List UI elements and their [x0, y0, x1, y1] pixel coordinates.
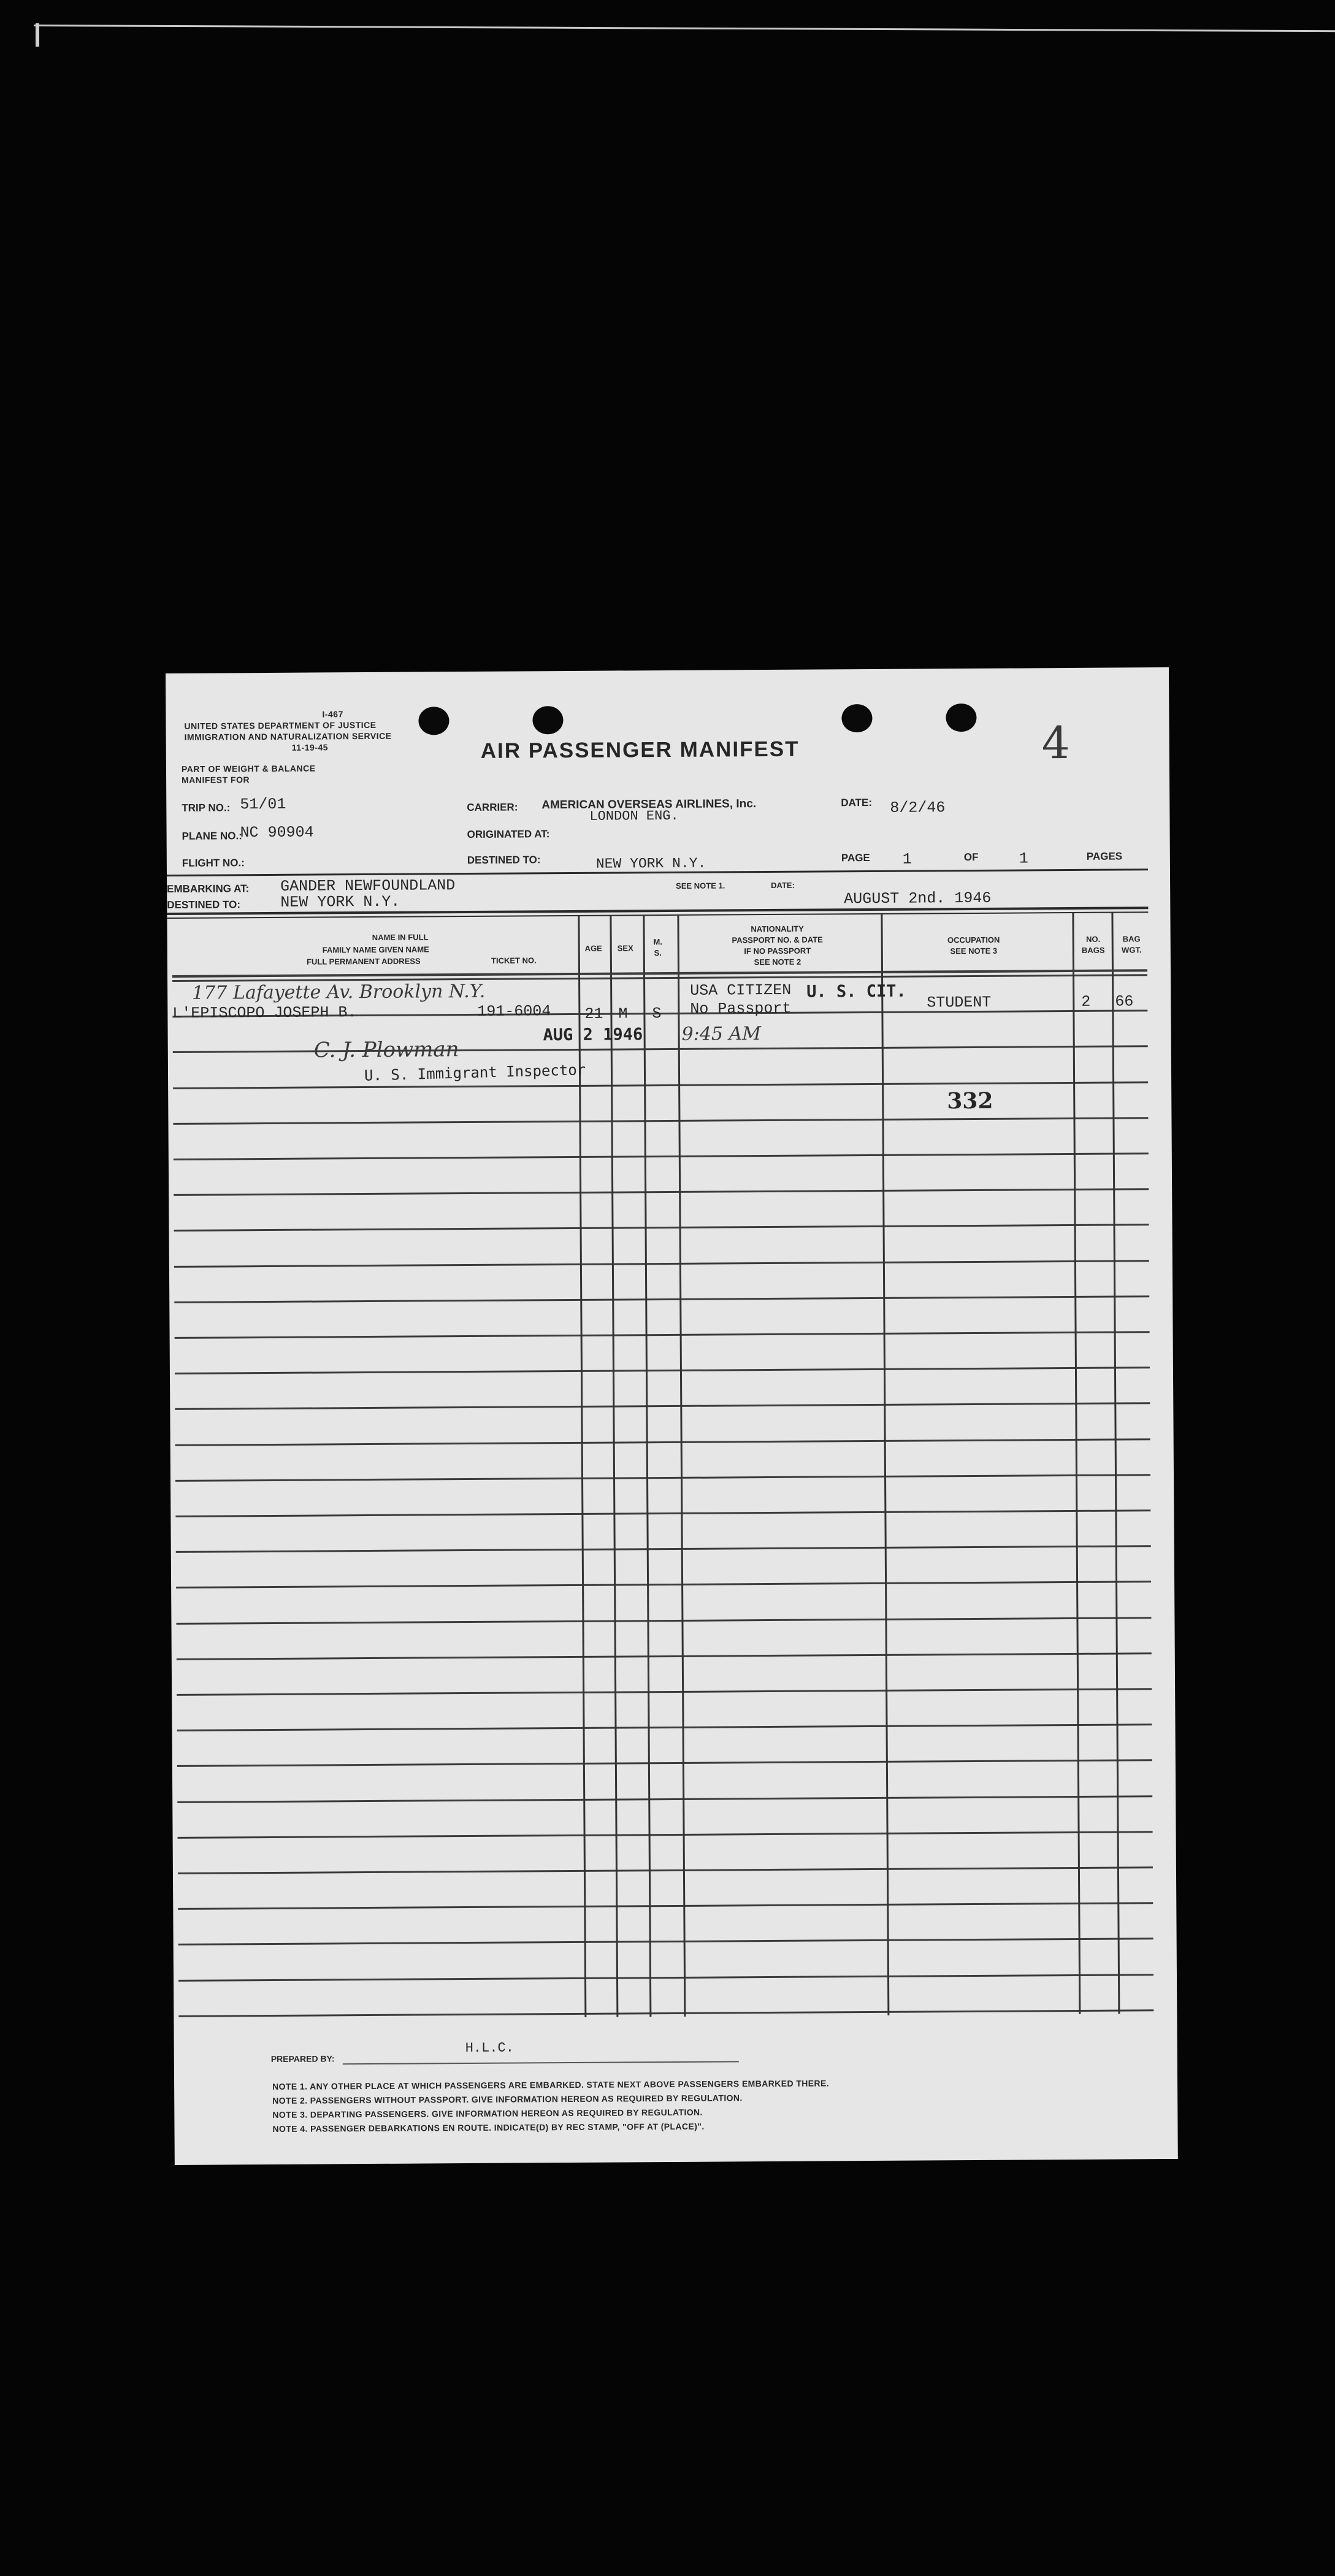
destined2-label: DESTINED TO: — [167, 899, 241, 911]
table-row-line — [174, 1224, 1149, 1232]
number-stamp: 332 — [947, 1087, 993, 1114]
table-row-line — [178, 1974, 1153, 1982]
page-title: AIR PASSENGER MANIFEST — [480, 737, 800, 763]
table-row-line — [175, 1509, 1150, 1517]
col-bagwt-2: WGT. — [1121, 945, 1142, 955]
destined-label: DESTINED TO: — [467, 854, 541, 867]
table-row-line — [176, 1545, 1151, 1553]
citizen-stamp: U. S. CIT. — [806, 981, 906, 1002]
table-column-line — [610, 916, 618, 2017]
embarking-value: GANDER NEWFOUNDLAND — [280, 876, 456, 895]
punch-hole — [841, 704, 872, 732]
table-row-line — [178, 2009, 1153, 2017]
date-stamp: AUG 2 1946 — [543, 1025, 643, 1045]
destined-value: NEW YORK N.Y. — [595, 855, 706, 872]
col-occupation-1: OCCUPATION — [947, 935, 1000, 945]
passenger-table-grid — [166, 667, 1169, 673]
table-row-line — [177, 1652, 1152, 1660]
of-label: OF — [963, 851, 979, 864]
col-sex: SEX — [617, 943, 633, 953]
col-bagwt-1: BAG — [1122, 934, 1141, 944]
table-row-line — [175, 1331, 1150, 1339]
table-column-line — [578, 916, 586, 2017]
time-handwritten: 9:45 AM — [681, 1023, 762, 1045]
inspector-title: U. S. Immigrant Inspector — [364, 1061, 586, 1084]
prepared-value: H.L.C. — [465, 2040, 514, 2057]
table-column-line — [1111, 913, 1120, 2014]
carrier-value: AMERICAN OVERSEAS AIRLINES, Inc. — [541, 797, 757, 812]
table-row-line — [176, 1617, 1151, 1625]
punch-hole — [532, 706, 563, 734]
table-row-line — [177, 1723, 1152, 1731]
col-name-line3: FULL PERMANENT ADDRESS — [307, 956, 421, 967]
table-column-line — [643, 916, 651, 2017]
note-1: NOTE 1. ANY OTHER PLACE AT WHICH PASSENGERS ARE EMBARKED. STATE NEXT ABOVE PASSENGERS EMBARKED THERE. — [272, 2078, 830, 2091]
form-date: 11-19-45 — [291, 742, 329, 753]
film-edge-mark — [36, 23, 39, 47]
col-nationality-4: SEE NOTE 2 — [754, 957, 801, 967]
part-of-line1: PART OF WEIGHT & BALANCE — [181, 763, 316, 774]
pages-label: PAGES — [1086, 850, 1123, 862]
carrier-label: CARRIER: — [467, 801, 518, 814]
form-number: I-467 — [322, 709, 343, 719]
note-4: NOTE 4. PASSENGER DEBARKATIONS EN ROUTE. INDICATE(D) BY REC STAMP, "OFF AT (PLACE)". — [272, 2121, 705, 2134]
of-value: 1 — [1019, 849, 1028, 868]
table-row-line — [178, 1831, 1153, 1839]
see-note1: SEE NOTE 1. — [676, 881, 725, 891]
table-column-line — [677, 916, 686, 2017]
passenger-sex: M — [618, 1005, 628, 1023]
carrier-city: LONDON ENG. — [589, 808, 679, 824]
table-row-line — [177, 1795, 1152, 1803]
col-bags-2: BAGS — [1081, 945, 1105, 955]
passenger-nationality: USA CITIZEN — [690, 981, 792, 1000]
destined2-value: NEW YORK N.Y. — [280, 892, 400, 911]
table-row-line — [178, 1902, 1153, 1910]
passenger-bag-weight: 66 — [1115, 992, 1134, 1011]
page-value: 1 — [902, 850, 912, 868]
prepared-label: PREPARED BY: — [270, 2053, 335, 2064]
date2-label: DATE: — [771, 880, 795, 890]
passenger-age: 21 — [584, 1005, 603, 1023]
inspector-signature: C. J. Plowman — [313, 1037, 459, 1063]
trip-label: TRIP NO.: — [182, 802, 231, 814]
corner-mark: 4 — [1041, 716, 1070, 769]
table-row-line — [173, 1117, 1148, 1125]
col-name-line2: FAMILY NAME GIVEN NAME — [322, 945, 429, 955]
embarking-label: EMBARKING AT: — [167, 883, 250, 895]
department-name: UNITED STATES DEPARTMENT OF JUSTICE — [184, 719, 377, 731]
table-row-line — [176, 1581, 1151, 1589]
table-row-line — [178, 1866, 1153, 1874]
table-row-line — [177, 1759, 1152, 1767]
col-nationality-3: IF NO PASSPORT — [744, 946, 811, 956]
col-marital-2: S. — [654, 948, 662, 958]
table-row-line — [174, 1188, 1149, 1196]
service-name: IMMIGRATION AND NATURALIZATION SERVICE — [184, 730, 392, 742]
col-bags-1: NO. — [1086, 934, 1101, 944]
col-nationality-2: PASSPORT NO. & DATE — [732, 935, 823, 945]
passenger-ticket: 191-6004 — [477, 1002, 551, 1021]
page-label: PAGE — [841, 851, 870, 864]
originated-label: ORIGINATED AT: — [467, 828, 550, 841]
table-row-line — [174, 1152, 1149, 1160]
date-value: 8/2/46 — [890, 799, 946, 817]
col-occupation-2: SEE NOTE 3 — [950, 946, 998, 956]
table-row-line — [173, 1081, 1148, 1089]
date2-value: AUGUST 2nd. 1946 — [844, 889, 992, 908]
passenger-bags: 2 — [1081, 992, 1091, 1011]
passenger-occupation: STUDENT — [927, 993, 992, 1012]
col-ticket: TICKET NO. — [491, 956, 537, 965]
note-2: NOTE 2. PASSENGERS WITHOUT PASSPORT. GIVE INFORMATION HEREON AS REQUIRED BY REGULATION. — [272, 2093, 743, 2106]
flight-label: FLIGHT NO.: — [182, 857, 245, 869]
table-row-line — [177, 1688, 1152, 1696]
table-row-line — [174, 1295, 1149, 1303]
table-row-line — [174, 1260, 1149, 1268]
plane-value: NC 90904 — [240, 823, 314, 842]
col-marital-1: M. — [653, 937, 662, 947]
table-column-line — [881, 914, 889, 2015]
table-row-line — [175, 1474, 1150, 1482]
note-3: NOTE 3. DEPARTING PASSENGERS. GIVE INFORMATION HEREON AS REQUIRED BY REGULATION. — [272, 2107, 703, 2120]
table-column-line — [1072, 913, 1081, 2014]
col-age: AGE — [584, 943, 602, 953]
plane-label: PLANE NO.: — [182, 830, 242, 842]
punch-hole — [946, 703, 976, 732]
passenger-name: L'EPISCOPO JOSEPH B. — [172, 1003, 357, 1022]
date-label: DATE: — [841, 796, 873, 809]
col-nationality-1: NATIONALITY — [751, 924, 804, 934]
table-row-line — [175, 1438, 1150, 1446]
passenger-passport: No Passport — [690, 999, 792, 1018]
col-name-line1: NAME IN FULL — [372, 932, 429, 942]
manifest-page — [166, 667, 1178, 2165]
prepared-underline — [343, 2061, 739, 2064]
film-edge-line — [34, 25, 1335, 32]
part-of-line2: MANIFEST FOR — [182, 775, 250, 785]
punch-hole — [418, 707, 449, 735]
passenger-marital: S — [652, 1005, 662, 1023]
passenger-address: 177 Lafayette Av. Brooklyn N.Y. — [192, 980, 486, 1004]
table-row-line — [175, 1402, 1150, 1410]
table-row-line — [178, 1938, 1153, 1945]
trip-value: 51/01 — [240, 795, 286, 814]
table-row-line — [175, 1367, 1150, 1374]
